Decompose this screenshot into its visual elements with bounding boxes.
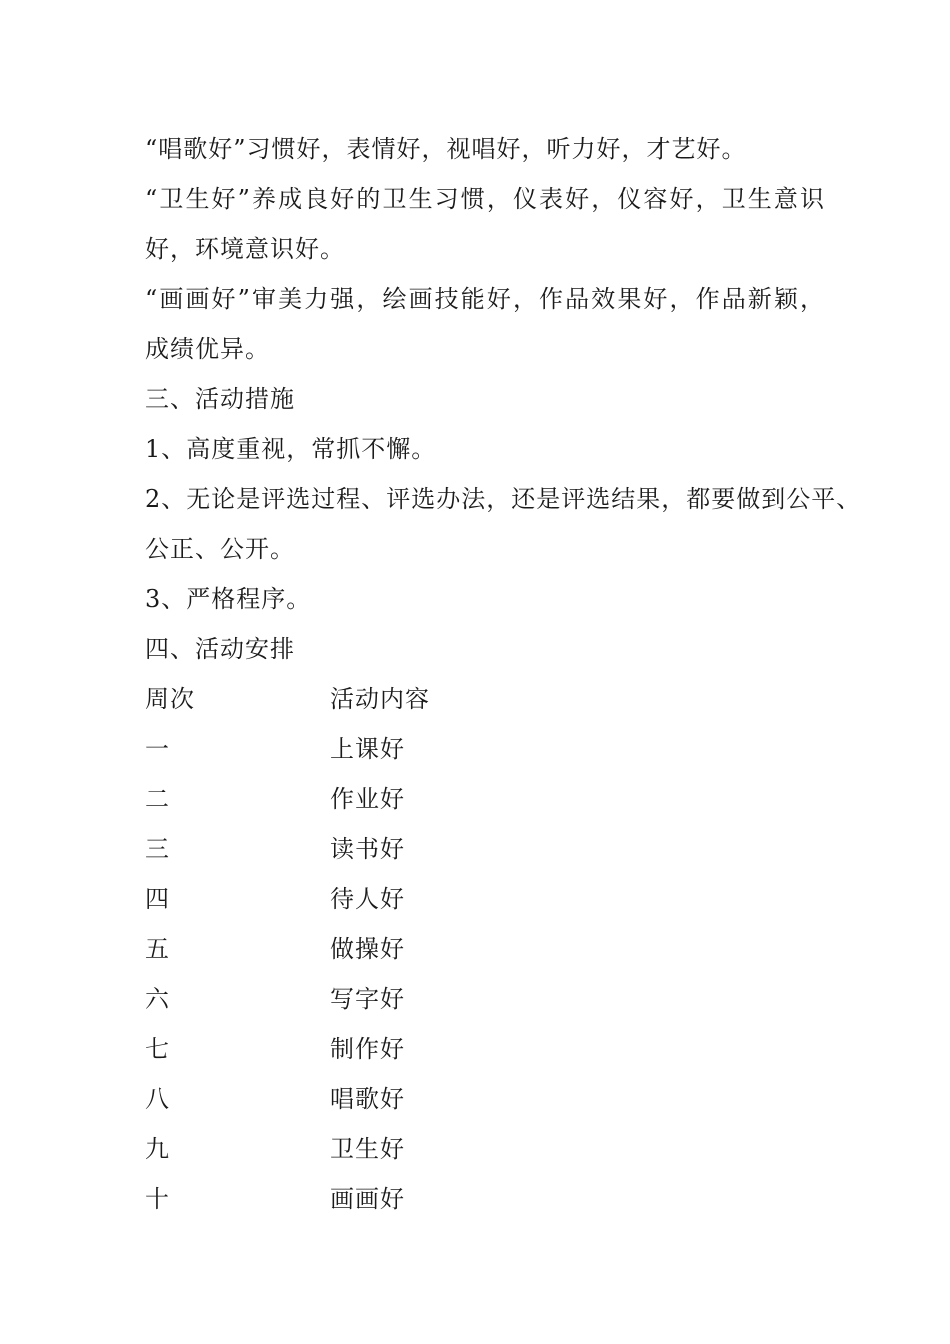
section-heading-schedule: 四、活动安排 (145, 635, 295, 663)
paragraph-line: 好，环境意识好。 (145, 235, 345, 263)
content-cell: 写字好 (330, 985, 405, 1013)
criteria-singing (145, 124, 825, 174)
week-cell: 十 (145, 1185, 170, 1213)
paragraph-line: 3、严格程序。 (145, 585, 312, 613)
schedule-table (145, 674, 825, 1224)
paragraph-line: “卫生好”养成良好的卫生习惯，仪表好，仪容好，卫生意识 (145, 185, 825, 213)
paragraph-line: 公正、公开。 (145, 535, 295, 563)
week-cell: 三 (145, 835, 170, 863)
week-cell: 一 (145, 735, 170, 763)
week-cell: 九 (145, 1135, 170, 1163)
table-row (145, 1074, 825, 1124)
table-header-row (145, 674, 825, 724)
content-cell: 卫生好 (330, 1135, 405, 1163)
paragraph-line: “画画好”审美力强，绘画技能好，作品效果好，作品新颖， (145, 285, 825, 313)
criteria-hygiene (145, 174, 825, 274)
table-row (145, 1124, 825, 1174)
week-cell: 七 (145, 1035, 170, 1063)
paragraph-line: 成绩优异。 (145, 335, 270, 363)
week-cell: 五 (145, 935, 170, 963)
measure-item (145, 424, 825, 474)
content-cell: 读书好 (330, 835, 405, 863)
measure-item (145, 574, 825, 624)
content-cell: 做操好 (330, 935, 405, 963)
measure-item (145, 474, 862, 574)
table-row (145, 974, 825, 1024)
paragraph-line: 2、无论是评选过程、评选办法，还是评选结果，都要做到公平、 (145, 485, 862, 513)
week-cell: 四 (145, 885, 170, 913)
section-heading-measures: 三、活动措施 (145, 385, 295, 413)
table-row (145, 1174, 825, 1224)
column-header-content: 活动内容 (330, 685, 430, 713)
table-row (145, 774, 825, 824)
content-cell: 作业好 (330, 785, 405, 813)
content-cell: 制作好 (330, 1035, 405, 1063)
paragraph-line: “唱歌好”习惯好，表情好，视唱好，听力好，才艺好。 (145, 135, 747, 163)
content-cell: 画画好 (330, 1185, 405, 1213)
content-cell: 上课好 (330, 735, 405, 763)
table-row (145, 1024, 825, 1074)
column-header-week: 周次 (145, 685, 195, 713)
week-cell: 八 (145, 1085, 170, 1113)
week-cell: 二 (145, 785, 170, 813)
paragraph-line: 1、高度重视，常抓不懈。 (145, 435, 437, 463)
week-cell: 六 (145, 985, 170, 1013)
table-row (145, 824, 825, 874)
content-cell: 唱歌好 (330, 1085, 405, 1113)
document-body (145, 124, 862, 1224)
table-row (145, 874, 825, 924)
content-cell: 待人好 (330, 885, 405, 913)
criteria-drawing (145, 274, 825, 374)
table-row (145, 924, 825, 974)
table-row (145, 724, 825, 774)
